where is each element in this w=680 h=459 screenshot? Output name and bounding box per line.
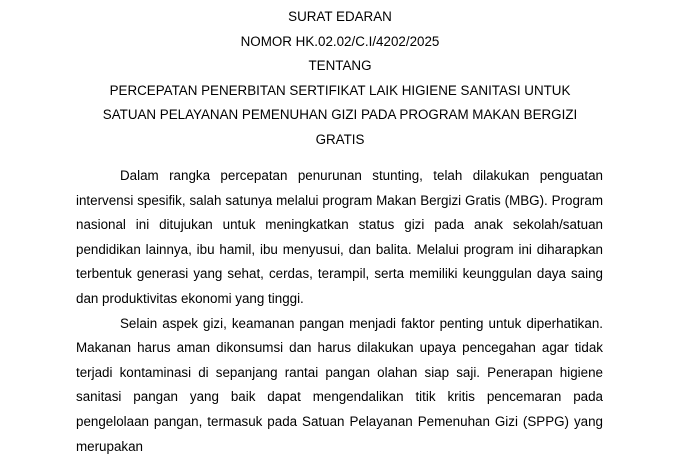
paragraph-1: Dalam rangka percepatan penurunan stunting, telah dilakukan penguatan intervensi spesifik, salah satunya melalui program Makan Bergizi Gratis (MBG). Program nasional ini ditujukan untuk meningkatkan status gizi pada anak sekolah/satuan pendidikan lainnya, ibu hamil, ibu menyusui, dan balita. Melalui program ini diharapkan terbentuk generasi yang sehat, cerdas, terampil, serta memiliki keunggulan daya saing dan produktivitas ekonomi yang tinggi. (76, 168, 603, 306)
subject-line-1: PERCEPATAN PENERBITAN SERTIFIKAT LAIK HIGIENE SANITASI UNTUK (109, 82, 571, 98)
paragraph-2: Selain aspek gizi, keamanan pangan menjadi faktor penting untuk diperhatikan. Makanan harus aman dikonsumsi dan harus dilakukan upaya pencegahan agar tidak terjadi kontaminasi di sepanjang rantai pangan olahan siap saji. Penerapan higiene sanitasi pangan yang baik dapat mengendalikan titik kritis pencemaran pada pengelolaan pangan, termasuk pada Satuan Pelayanan Pemenuhan Gizi (SPPG) yang merupakan (76, 315, 603, 454)
subject-line-3: GRATIS (315, 131, 365, 147)
document-header (0, 5, 680, 153)
document-body (76, 164, 603, 459)
about-label: TENTANG (308, 58, 372, 74)
subject-line-2: SATUAN PELAYANAN PEMENUHAN GIZI PADA PROGRAM MAKAN BERGIZI (102, 107, 578, 123)
letter-type: SURAT EDARAN (288, 9, 392, 24)
letter-number: NOMOR HK.02.02/C.I/4202/2025 (240, 33, 440, 49)
